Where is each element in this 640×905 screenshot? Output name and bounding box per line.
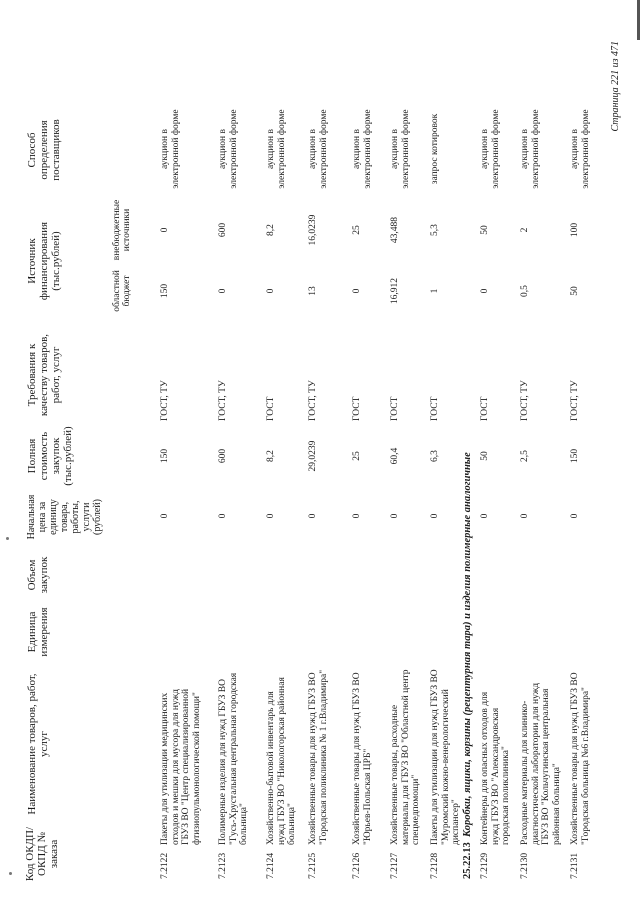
cell-regional: 150 xyxy=(160,283,170,299)
cell-price: 0 xyxy=(430,513,440,519)
cell-req: ГОСТ, ТУ xyxy=(520,380,530,421)
header-unit: Единица измерения xyxy=(26,607,50,657)
cell-name: Контейнеры для опасных отходов для нужд ГБУЗ ВО "Александровская городская поликлиника" xyxy=(480,691,511,845)
procurement-table xyxy=(20,35,625,885)
cell-name: Хозяйственно-бытовой инвентарь для нужд ГБУЗ ВО "Никологорская районная больница" xyxy=(266,677,297,845)
cell-method: аукцион в электронной форме xyxy=(308,109,329,189)
cell-method: аукцион в электронной форме xyxy=(570,109,591,189)
cell-regional: 0 xyxy=(218,288,228,294)
cell-method: аукцион в электронной форме xyxy=(520,109,541,189)
cell-method: аукцион в электронной форме xyxy=(218,109,239,189)
cell-method: аукцион в электронной форме xyxy=(352,109,373,189)
cell-regional: 0 xyxy=(352,288,362,294)
column-unit xyxy=(20,601,625,663)
cell-code: 7.2126 xyxy=(352,852,362,879)
column-sources xyxy=(20,201,625,321)
cell-extra: 16,0239 xyxy=(308,214,318,246)
section-title: Коробки, ящики, корзины (рецептурная тара) и изделия полимерные аналогичные xyxy=(462,452,473,837)
cell-code: 7.2124 xyxy=(266,852,276,879)
cell-price: 0 xyxy=(266,513,276,519)
cell-code: 7.2122 xyxy=(160,852,170,879)
cell-total: 150 xyxy=(160,448,170,464)
cell-regional: 50 xyxy=(570,286,580,296)
cell-method: запрос котировок xyxy=(430,113,440,185)
cell-total: 2,5 xyxy=(520,450,530,462)
cell-price: 0 xyxy=(390,513,400,519)
cell-price: 0 xyxy=(480,513,490,519)
cell-code: 7.2123 xyxy=(218,852,228,879)
cell-price: 0 xyxy=(218,513,228,519)
cell-req: ГОСТ xyxy=(480,396,490,421)
cell-req: ГОСТ, ТУ xyxy=(308,380,318,421)
cell-method: аукцион в электронной форме xyxy=(266,109,287,189)
cell-total: 60,4 xyxy=(390,447,400,465)
cell-regional: 0 xyxy=(480,288,490,294)
cell-total: 8,2 xyxy=(266,450,276,462)
header-requirements: Требования к качеству товаров, работ, услуг xyxy=(26,333,62,417)
cell-code: 7.2130 xyxy=(520,852,530,879)
cell-total: 6,3 xyxy=(430,450,440,462)
cell-price: 0 xyxy=(352,513,362,519)
column-volume xyxy=(20,549,625,601)
cell-regional: 16,912 xyxy=(390,277,400,305)
subheader-regional: областной бюджет xyxy=(112,270,132,312)
cell-extra: 100 xyxy=(570,222,580,238)
cell-price: 0 xyxy=(308,513,318,519)
column-requirements xyxy=(20,327,625,423)
cell-method: аукцион в электронной форме xyxy=(160,109,181,189)
cell-extra: 43,488 xyxy=(390,216,400,244)
column-total xyxy=(20,425,625,487)
subheader-extra: внебюджетные источники xyxy=(112,199,132,261)
cell-req: ГОСТ xyxy=(266,396,276,421)
header-code: Код ОКДП/ ОКПД № заказа xyxy=(24,826,60,882)
cell-extra: 0 xyxy=(160,227,170,233)
cell-code: 7.2131 xyxy=(570,852,580,879)
header-method: Способ определения поставщиков xyxy=(26,119,62,181)
cell-extra: 50 xyxy=(480,225,490,235)
cell-extra: 600 xyxy=(218,222,228,238)
column-price xyxy=(20,487,625,547)
cell-total: 25 xyxy=(352,451,362,461)
header-total: Полная стоимость закупок (тыс.рублей) xyxy=(26,426,74,486)
header-name: Наименование товаров, работ, услуг xyxy=(26,673,50,815)
cell-req: ГОСТ, ТУ xyxy=(218,380,228,421)
cell-name: Полимерные изделия для нужд ГБУЗ ВО "Гусь-Хрустальная центральная городская больница" xyxy=(218,672,249,845)
cell-total: 150 xyxy=(570,448,580,464)
cell-method: аукцион в электронной форме xyxy=(390,109,411,189)
cell-extra: 25 xyxy=(352,225,362,235)
section-code: 25.22.13 xyxy=(462,842,473,879)
scan-speck xyxy=(9,872,12,875)
cell-name: Хозяйственные товары для нужд ГБУЗ ВО "Юрьев-Польская ЦРБ" xyxy=(352,672,373,845)
cell-total: 29,0239 xyxy=(308,440,318,472)
cell-extra: 5,3 xyxy=(430,224,440,236)
cell-name: Хозяйственные товары для нужд ГБУЗ ВО "Городская больница №6 г.Владимира" xyxy=(570,672,591,845)
header-price: Начальная цена за единицу товара, работы, услуги (рублей) xyxy=(26,494,103,540)
cell-req: ГОСТ xyxy=(352,396,362,421)
cell-req: ГОСТ, ТУ xyxy=(570,380,580,421)
cell-regional: 0,5 xyxy=(520,285,530,297)
cell-extra: 8,2 xyxy=(266,224,276,236)
cell-total: 600 xyxy=(218,448,228,464)
cell-price: 0 xyxy=(160,513,170,519)
scan-speck xyxy=(6,537,9,540)
cell-req: ГОСТ xyxy=(430,396,440,421)
cell-code: 7.2129 xyxy=(480,852,490,879)
cell-req: ГОСТ xyxy=(390,396,400,421)
header-sources: Источник финансирования (тыс.рублей) xyxy=(26,221,62,301)
cell-code: 7.2128 xyxy=(430,852,440,879)
cell-price: 0 xyxy=(570,513,580,519)
section-heading xyxy=(462,319,473,879)
cell-regional: 13 xyxy=(308,286,318,296)
cell-total: 50 xyxy=(480,451,490,461)
cell-name: Хозяйственные товары для нужд ГБУЗ ВО "Городская поликлиника № 1 г.Владимира" xyxy=(308,669,329,845)
cell-name: Расходные материалы для клинико-диагностической лаборатории для нужд ГБУЗ ВО "Кольчугинская центральная районная больница" xyxy=(520,682,562,845)
header-volume: Объем закупок xyxy=(26,556,50,594)
page-footer: Страница 221 из 471 xyxy=(610,41,621,132)
cell-name: Хозяйственные товары, расходные материалы для ГБУЗ ВО "Областной центр спецмедпомощи" xyxy=(390,669,421,845)
cell-code: 7.2127 xyxy=(390,852,400,879)
cell-extra: 2 xyxy=(520,227,530,233)
cell-regional: 1 xyxy=(430,288,440,294)
cell-method: аукцион в электронной форме xyxy=(480,109,501,189)
cell-req: ГОСТ, ТУ xyxy=(160,380,170,421)
cell-price: 0 xyxy=(520,513,530,519)
cell-code: 7.2125 xyxy=(308,852,318,879)
cell-name: Пакеты для утилизации медицинских отходов и мешки для мусора для нужд ГБУЗ ВО "Центр специализированной фтизиопульмонологической помощи" xyxy=(160,688,202,845)
cell-regional: 0 xyxy=(266,288,276,294)
cell-name: Пакеты для утилизации для нужд ГБУЗ ВО "Муромский кожно-венерологический диспансер" xyxy=(430,669,461,845)
